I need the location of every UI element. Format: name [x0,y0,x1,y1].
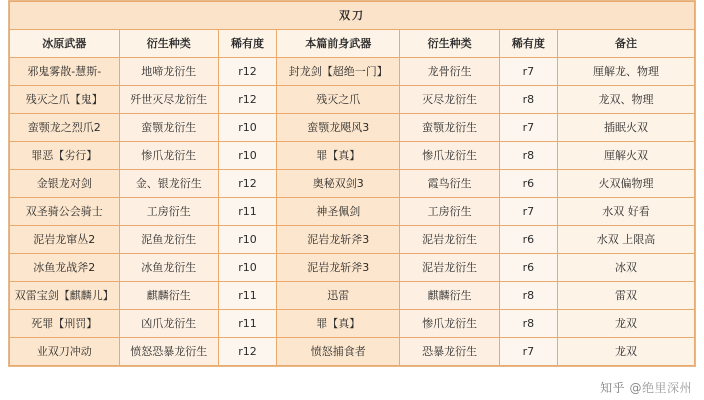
left-margin [0,0,8,400]
cell-rarity-2: r6 [499,226,557,254]
column-header-ice-weapon: 冰原武器 [10,30,120,58]
cell-notes: 火双偏物理 [557,170,694,198]
table-row [10,142,695,170]
cell-rarity-2: r6 [499,170,557,198]
column-header-rarity-2: 稀有度 [499,30,557,58]
cell-rarity-1: r10 [218,142,276,170]
cell-ice-weapon: 残灭之爪【鬼】 [10,86,120,114]
cell-notes: 厘解火双 [557,142,694,170]
cell-ice-weapon: 双圣骑公会骑士 [10,198,120,226]
cell-rarity-2: r6 [499,254,557,282]
cell-base-weapon: 封龙剑【超绝一门】 [277,58,400,86]
bottom-margin [0,374,704,400]
cell-rarity-1: r10 [218,254,276,282]
cell-ice-weapon: 罪恶【劣行】 [10,142,120,170]
weapon-comparison-table [9,1,695,366]
cell-ice-weapon: 双雷宝剑【麒麟儿】 [10,282,120,310]
cell-ice-weapon: 泥岩龙窜丛2 [10,226,120,254]
cell-base-weapon: 迅雷 [277,282,400,310]
cell-ice-weapon: 业双刀冲动 [10,338,120,366]
cell-derivation-1: 泥鱼龙衍生 [119,226,218,254]
column-header-notes: 备注 [557,30,694,58]
table-row [10,170,695,198]
cell-ice-weapon: 邪鬼雾散-慧斯- [10,58,120,86]
cell-rarity-2: r8 [499,86,557,114]
cell-derivation-2: 霞鸟衍生 [400,170,499,198]
cell-derivation-2: 麒麟衍生 [400,282,499,310]
cell-ice-weapon: 金银龙对剑 [10,170,120,198]
table-body [10,2,695,366]
cell-notes: 龙双 [557,338,694,366]
cell-derivation-2: 灭尽龙衍生 [400,86,499,114]
column-header-rarity-1: 稀有度 [218,30,276,58]
cell-base-weapon: 残灭之爪 [277,86,400,114]
cell-rarity-1: r10 [218,226,276,254]
cell-rarity-1: r11 [218,282,276,310]
cell-derivation-2: 龙骨衍生 [400,58,499,86]
cell-base-weapon: 蛮颚龙飓风3 [277,114,400,142]
cell-rarity-2: r7 [499,338,557,366]
right-margin [696,0,704,400]
cell-notes: 龙双 [557,310,694,338]
cell-derivation-2: 泥岩龙衍生 [400,226,499,254]
cell-rarity-1: r10 [218,114,276,142]
cell-base-weapon: 奥秘双剑3 [277,170,400,198]
watermark-user: 绝里深州 [641,381,692,395]
cell-derivation-1: 歼世灭尽龙衍生 [119,86,218,114]
cell-derivation-2: 泥岩龙衍生 [400,254,499,282]
cell-base-weapon: 泥岩龙斩斧3 [277,254,400,282]
cell-notes: 冰双 [557,254,694,282]
column-header-base-weapon: 本篇前身武器 [277,30,400,58]
cell-notes: 龙双、物理 [557,86,694,114]
cell-base-weapon: 泥岩龙斩斧3 [277,226,400,254]
cell-rarity-2: r8 [499,310,557,338]
cell-rarity-1: r12 [218,86,276,114]
cell-rarity-1: r11 [218,198,276,226]
table-row [10,114,695,142]
cell-derivation-1: 冰鱼龙衍生 [119,254,218,282]
cell-derivation-1: 麒麟衍生 [119,282,218,310]
table-row [10,310,695,338]
weapon-comparison-table-container [8,0,696,367]
cell-derivation-2: 恐暴龙衍生 [400,338,499,366]
cell-derivation-2: 工房衍生 [400,198,499,226]
cell-ice-weapon: 蛮颚龙之烈爪2 [10,114,120,142]
cell-ice-weapon: 冰鱼龙战斧2 [10,254,120,282]
watermark [600,379,692,396]
cell-rarity-2: r8 [499,142,557,170]
watermark-separator: @ [625,381,642,395]
cell-derivation-2: 惨爪龙衍生 [400,310,499,338]
table-row [10,338,695,366]
table-row [10,226,695,254]
table-title-row [10,2,695,30]
cell-notes: 雷双 [557,282,694,310]
cell-derivation-1: 凶爪龙衍生 [119,310,218,338]
cell-base-weapon: 愤怒捕食者 [277,338,400,366]
cell-derivation-1: 蛮颚龙衍生 [119,114,218,142]
table-row [10,86,695,114]
cell-base-weapon: 神圣佩剑 [277,198,400,226]
table-title: 双刀 [10,2,695,30]
cell-derivation-2: 蛮颚龙衍生 [400,114,499,142]
cell-derivation-1: 地啼龙衍生 [119,58,218,86]
cell-ice-weapon: 死罪【刑罚】 [10,310,120,338]
cell-base-weapon: 罪【真】 [277,142,400,170]
cell-rarity-2: r7 [499,198,557,226]
cell-base-weapon: 罪【真】 [277,310,400,338]
table-row [10,58,695,86]
cell-notes: 厘解龙、物理 [557,58,694,86]
column-header-derivation-type-1: 衍生种类 [119,30,218,58]
cell-notes: 水双 上限高 [557,226,694,254]
cell-rarity-1: r12 [218,338,276,366]
cell-rarity-1: r12 [218,170,276,198]
table-row [10,198,695,226]
cell-derivation-1: 惨爪龙衍生 [119,142,218,170]
cell-rarity-2: r7 [499,58,557,86]
cell-derivation-1: 愤怒恐暴龙衍生 [119,338,218,366]
cell-rarity-1: r11 [218,310,276,338]
cell-derivation-2: 惨爪龙衍生 [400,142,499,170]
table-header-row [10,30,695,58]
cell-derivation-1: 金、银龙衍生 [119,170,218,198]
table-row [10,254,695,282]
cell-notes: 插眠火双 [557,114,694,142]
cell-rarity-2: r8 [499,282,557,310]
column-header-derivation-type-2: 衍生种类 [400,30,499,58]
cell-derivation-1: 工房衍生 [119,198,218,226]
cell-rarity-2: r7 [499,114,557,142]
table-row [10,282,695,310]
cell-notes: 水双 好看 [557,198,694,226]
cell-rarity-1: r12 [218,58,276,86]
watermark-site: 知乎 [600,381,626,395]
